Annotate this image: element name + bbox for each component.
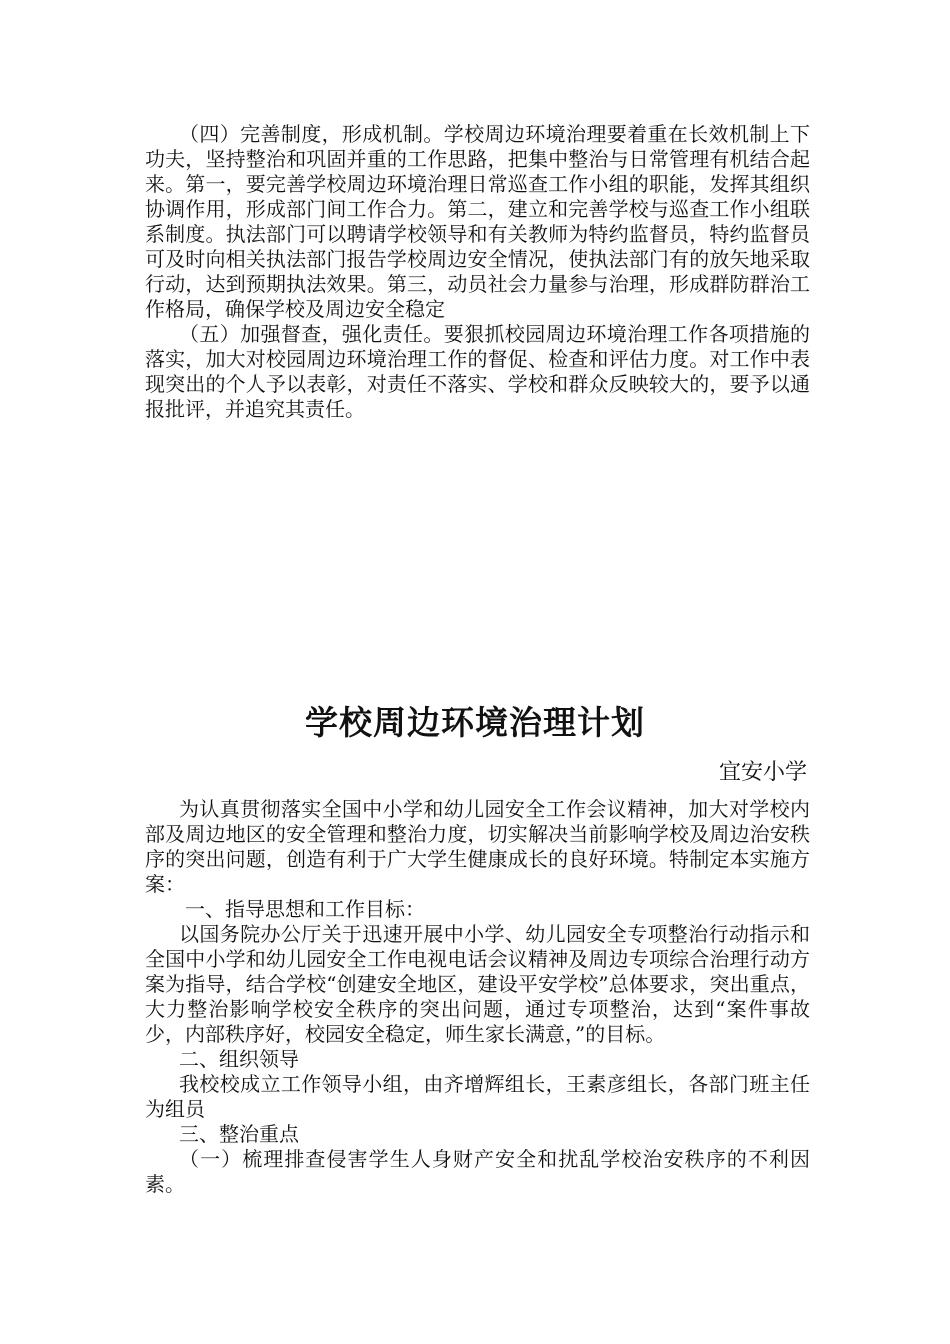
paragraph-organization: 我校校成立工作领导小组，由齐增辉组长，王素彦组长，各部门班主任为组员	[145, 1072, 810, 1121]
paragraph-guiding-thought: 以国务院办公厅关于迅速开展中小学、幼儿园安全专项整治行动指示和全国中小学和幼儿园安全工作电视电话会议精神及周边专项综合治理行动方案为指导，结合学校“创建安全地区，建设平安学校”总体要求，突出重点，大力整治影响学校安全秩序的突出问题，通过专项整治，达到“案件事故少，内部秩序好，校园安全稳定，师生家长满意，”的目标。	[145, 922, 810, 1046]
lower-section	[145, 797, 810, 1197]
heading-key-points: 三、整治重点	[179, 1122, 299, 1146]
heading-organization: 二、组织领导	[179, 1047, 299, 1071]
paragraph-improve-system: （四）完善制度，形成机制。学校周边环境治理要着重在长效机制上下功夫，坚持整治和巩固并重的工作思路，把集中整治与日常管理有机结合起来。第一，要完善学校周边环境治理日常巡查工作小组的职能，发挥其组织协调作用，形成部门间工作合力。第二，建立和完善学校与巡查工作小组联系制度。执法部门可以聘请学校领导和有关教师为特约监督员，特约监督员可及时向相关执法部门报告学校周边安全情况，使执法部门有的放矢地采取行动，达到预期执法效果。第三，动员社会力量参与治理，形成群防群治工作格局，确保学校及周边安全稳定	[145, 122, 810, 321]
school-name: 宜安小学	[718, 760, 807, 785]
heading-guiding-thought: 一、指导思想和工作目标：	[185, 897, 425, 921]
document-title: 学校周边环境治理计划	[305, 703, 645, 742]
upper-section	[145, 122, 810, 422]
paragraph-strengthen-supervision: （五）加强督查，强化责任。要狠抓校园周边环境治理工作各项措施的落实，加大对校园周边环境治理工作的督促、检查和评估力度。对工作中表现突出的个人予以表彰，对责任不落实、学校和群众反映较大的，要予以通报批评，并追究其责任。	[145, 322, 810, 421]
intro-paragraph: 为认真贯彻落实全国中小学和幼儿园安全工作会议精神，加大对学校内部及周边地区的安全管理和整治力度，切实解决当前影响学校及周边治安秩序的突出问题，创造有利于广大学生健康成长的良好环境。特制定本实施方案：	[145, 797, 810, 896]
paragraph-key-point-1: （一）梳理排查侵害学生人身财产安全和扰乱学校治安秩序的不利因素。	[145, 1147, 810, 1196]
